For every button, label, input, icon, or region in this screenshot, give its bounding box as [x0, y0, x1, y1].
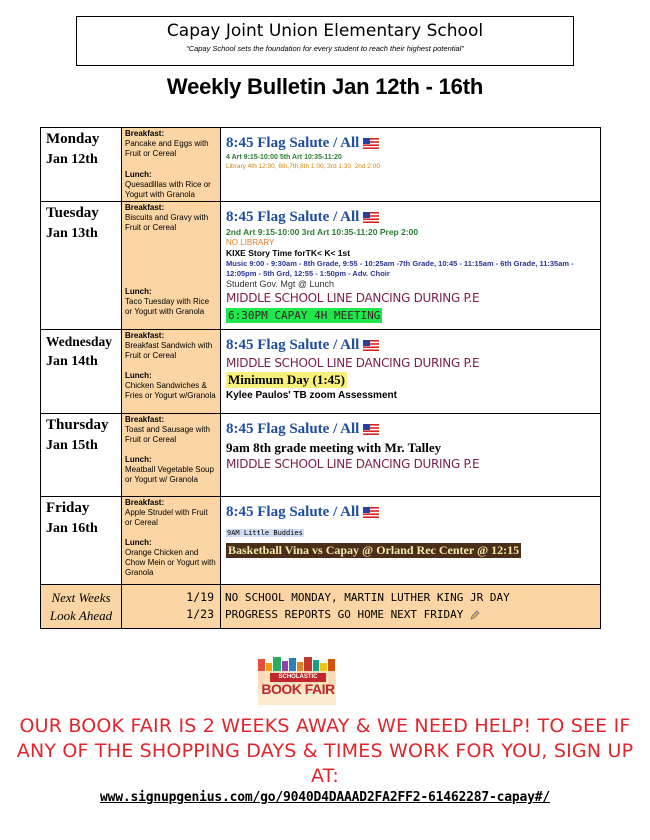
student-gov-meeting: Student Gov. Mgt @ Lunch	[226, 279, 335, 289]
capay-4h-meeting: 6:30PM CAPAY 4H MEETING	[228, 309, 381, 322]
little-buddies-note: 9AM Little Buddies	[227, 529, 303, 537]
schedule-row-thursday	[41, 414, 601, 497]
pencil-icon	[470, 610, 480, 620]
day-cell	[41, 128, 122, 202]
weekly-schedule-table	[40, 127, 601, 629]
flag-salute	[226, 503, 600, 522]
lunch-label: Lunch:	[125, 538, 152, 547]
tb-assessment-note: Kylee Paulos' TB zoom Assessment	[226, 390, 397, 401]
events-cell	[221, 128, 601, 202]
us-flag-icon	[363, 138, 379, 149]
day-name: Tuesday	[46, 205, 99, 221]
day-name: Friday	[46, 500, 90, 516]
line-dancing-note: MIDDLE SCHOOL LINE DANCING DURING P.E	[226, 291, 480, 305]
flag-salute	[226, 134, 600, 153]
lunch-item: Meatball Vegetable Soup or Yogurt w/ Granola	[125, 465, 214, 484]
flag-salute	[226, 336, 600, 355]
day-name: Thursday	[46, 417, 109, 433]
breakfast-label: Breakfast:	[125, 203, 165, 212]
breakfast-label: Breakfast:	[125, 129, 165, 138]
menu-cell	[122, 128, 221, 202]
flag-salute-text: 8:45 Flag Salute / All	[226, 504, 360, 520]
school-name: Capay Joint Union Elementary School	[166, 21, 484, 41]
library-schedule: Library 4th 12:30, 6th,7th,8th 1:00, 3rd 1:30, 2nd 2:00	[226, 163, 380, 170]
lunch-item: Quesadillas with Rice or Yogurt with Granola	[125, 180, 211, 199]
menu-cell	[122, 497, 221, 585]
next-weeks-label	[41, 585, 122, 629]
music-schedule: Music 9:00 - 9:30am - 8th Grade, 9:55 - 10:25am -7th Grade, 10:45 - 11:15am - 6th Grade, 11:35am - 12:05pm - 5th Grd, 12:55 - 1:50pm - Adv. Choir	[226, 259, 574, 278]
menu-cell	[122, 330, 221, 414]
lunch-item: Taco Tuesday with Rice or Yogurt with Granola	[125, 297, 210, 316]
breakfast-item: Breakfast Sandwich with Fruit or Cereal	[125, 341, 213, 360]
art-schedule: 2nd Art 9:15-10:00 3rd Art 10:35-11:20 Prep 2:00	[226, 227, 419, 237]
schedule-row-friday	[41, 497, 601, 585]
lunch-item: Orange Chicken and Chow Mein or Yogurt with Granola	[125, 548, 216, 577]
day-date: Jan 15th	[46, 438, 98, 453]
line-dancing-note: MIDDLE SCHOOL LINE DANCING DURING P.E	[226, 457, 480, 471]
breakfast-item: Apple Strudel with Fruit or Cereal	[125, 508, 208, 527]
flag-salute-text: 8:45 Flag Salute / All	[226, 421, 360, 437]
breakfast-item: Pancake and Eggs with Fruit or Cereal	[125, 139, 209, 158]
events-cell	[221, 414, 601, 497]
flag-salute-text: 8:45 Flag Salute / All	[226, 337, 360, 353]
minimum-day-note: Minimum Day (1:45)	[228, 372, 345, 387]
lunch-item: Chicken Sandwiches & Fries or Yogurt w/Granola	[125, 381, 216, 400]
events-cell	[221, 202, 601, 330]
school-header	[76, 16, 574, 66]
next-weeks-dates	[122, 585, 221, 629]
flag-salute	[226, 208, 600, 227]
day-date: Jan 14th	[46, 354, 98, 369]
day-cell	[41, 414, 122, 497]
next-week-date: 1/23	[186, 607, 214, 621]
next-weeks-notes	[221, 585, 601, 629]
bulletin-title: Weekly Bulletin Jan 12th - 16th	[166, 74, 484, 99]
next-week-note: NO SCHOOL MONDAY, MARTIN LUTHER KING JR DAY	[225, 591, 510, 604]
scholastic-brand: SCHOLASTIC	[270, 673, 326, 682]
next-weeks-row	[41, 585, 601, 629]
day-date: Jan 12th	[46, 152, 98, 167]
day-name: Monday	[46, 131, 100, 147]
book-fair-announcement: OUR BOOK FAIR IS 2 WEEKS AWAY & WE NEED HELP! TO SEE IF ANY OF THE SHOPPING DAYS & TIMES WORK FOR YOU, SIGN UP AT:	[16, 715, 634, 787]
book-fair-logo-text: BOOK FAIR	[261, 681, 335, 697]
events-cell	[221, 497, 601, 585]
eighth-grade-meeting: 9am 8th grade meeting with Mr. Talley	[226, 440, 442, 455]
schedule-row-tuesday	[41, 202, 601, 330]
schedule-row-wednesday	[41, 330, 601, 414]
next-week-note: PROGRESS REPORTS GO HOME NEXT FRIDAY	[225, 608, 464, 621]
lunch-label: Lunch:	[125, 371, 152, 380]
school-motto: “Capay School sets the foundation for every student to reach their highest potential”	[186, 44, 464, 53]
art-schedule: 4 Art 9:15-10:00 5th Art 10:35-11:20	[226, 154, 342, 161]
next-week-date: 1/19	[186, 590, 214, 604]
us-flag-icon	[363, 212, 379, 223]
breakfast-item: Toast and Sausage with Fruit or Cereal	[125, 425, 210, 444]
us-flag-icon	[363, 340, 379, 351]
breakfast-item: Biscuits and Gravy with Fruit or Cereal	[125, 213, 209, 232]
day-cell	[41, 330, 122, 414]
basketball-game-note: Basketball Vina vs Capay @ Orland Rec Center @ 12:15	[228, 543, 520, 557]
breakfast-label: Breakfast:	[125, 331, 165, 340]
flag-salute-text: 8:45 Flag Salute / All	[226, 135, 360, 151]
day-date: Jan 16th	[46, 521, 98, 536]
us-flag-icon	[363, 424, 379, 435]
events-cell	[221, 330, 601, 414]
next-weeks-label-line1: Next Weeks	[51, 590, 111, 605]
us-flag-icon	[363, 507, 379, 518]
day-cell	[41, 202, 122, 330]
signup-genius-link[interactable]: www.signupgenius.com/go/9040D4DAAAD2FA2FF2-61462287-capay#/	[100, 790, 550, 805]
no-library-note: NO LIBRARY	[226, 238, 275, 247]
lunch-label: Lunch:	[125, 287, 152, 296]
breakfast-label: Breakfast:	[125, 498, 165, 507]
menu-cell	[122, 414, 221, 497]
kixe-story-time: KIXE Story Time forTK< K< 1st	[226, 248, 351, 258]
flag-salute-text: 8:45 Flag Salute / All	[226, 209, 360, 225]
lunch-label: Lunch:	[125, 170, 152, 179]
lunch-label: Lunch:	[125, 455, 152, 464]
line-dancing-note: MIDDLE SCHOOL LINE DANCING DURING P.E	[226, 356, 480, 370]
flag-salute	[226, 420, 600, 439]
day-cell	[41, 497, 122, 585]
next-weeks-label-line2: Look Ahead	[49, 608, 113, 623]
day-date: Jan 13th	[46, 226, 98, 241]
schedule-row-monday	[41, 128, 601, 202]
breakfast-label: Breakfast:	[125, 415, 165, 424]
day-name: Wednesday	[46, 334, 113, 349]
menu-cell	[122, 202, 221, 330]
